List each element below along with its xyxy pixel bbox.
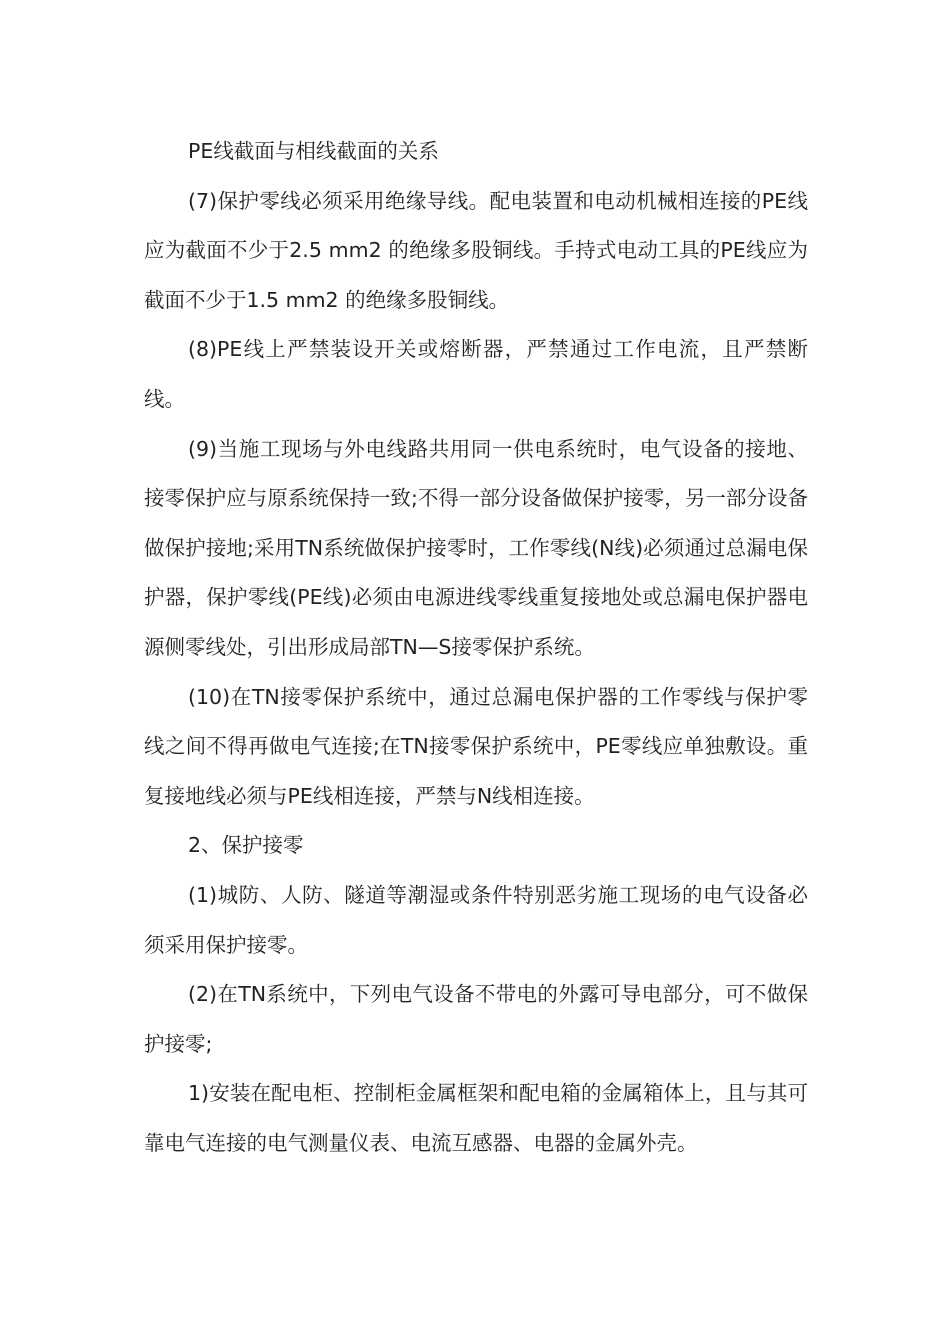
paragraph-sub-1: 1)安装在配电柜、控制柜金属框架和配电箱的金属箱体上，且与其可靠电气连接的电气测量仪表、电流互感器、电器的金属外壳。 xyxy=(144,1081,808,1155)
section-heading-protective-zeroing: 2、保护接零 xyxy=(188,833,304,858)
heading-pe-cross-section: PE线截面与相线截面的关系 xyxy=(188,139,439,163)
paragraph-1: (1)城防、人防、隧道等潮湿或条件特别恶劣施工现场的电气设备必须采用保护接零。 xyxy=(144,882,808,957)
paragraph-10: (10)在TN接零保护系统中，通过总漏电保护器的工作零线与保护零线之间不得再做电气连接;在TN接零保护系统中，PE零线应单独敷设。重复接地线必须与PE线相连接，严禁与N线相连接。 xyxy=(144,684,808,808)
document-body xyxy=(144,127,808,1168)
paragraph-9: (9)当施工现场与外电线路共用同一供电系统时，电气设备的接地、接零保护应与原系统保持一致;不得一部分设备做保护接零，另一部分设备做保护接地;采用TN系统做保护接零时，工作零线(N线)必须通过总漏电保护器，保护零线(PE线)必须由电源进线零线重复接地处或总漏电保护器电源侧零线处，引出形成局部TN—S接零保护系统。 xyxy=(144,436,808,659)
paragraph-2: (2)在TN系统中，下列电气设备不带电的外露可导电部分，可不做保护接零; xyxy=(144,982,808,1056)
paragraph-8: (8)PE线上严禁装设开关或熔断器，严禁通过工作电流，且严禁断线。 xyxy=(144,337,808,411)
paragraph-7: (7)保护零线必须采用绝缘导线。配电装置和电动机械相连接的PE线应为截面不少于2.5 mm2 的绝缘多股铜线。手持式电动工具的PE线应为截面不少于1.5 mm2 的绝缘多股铜线。 xyxy=(144,188,808,312)
